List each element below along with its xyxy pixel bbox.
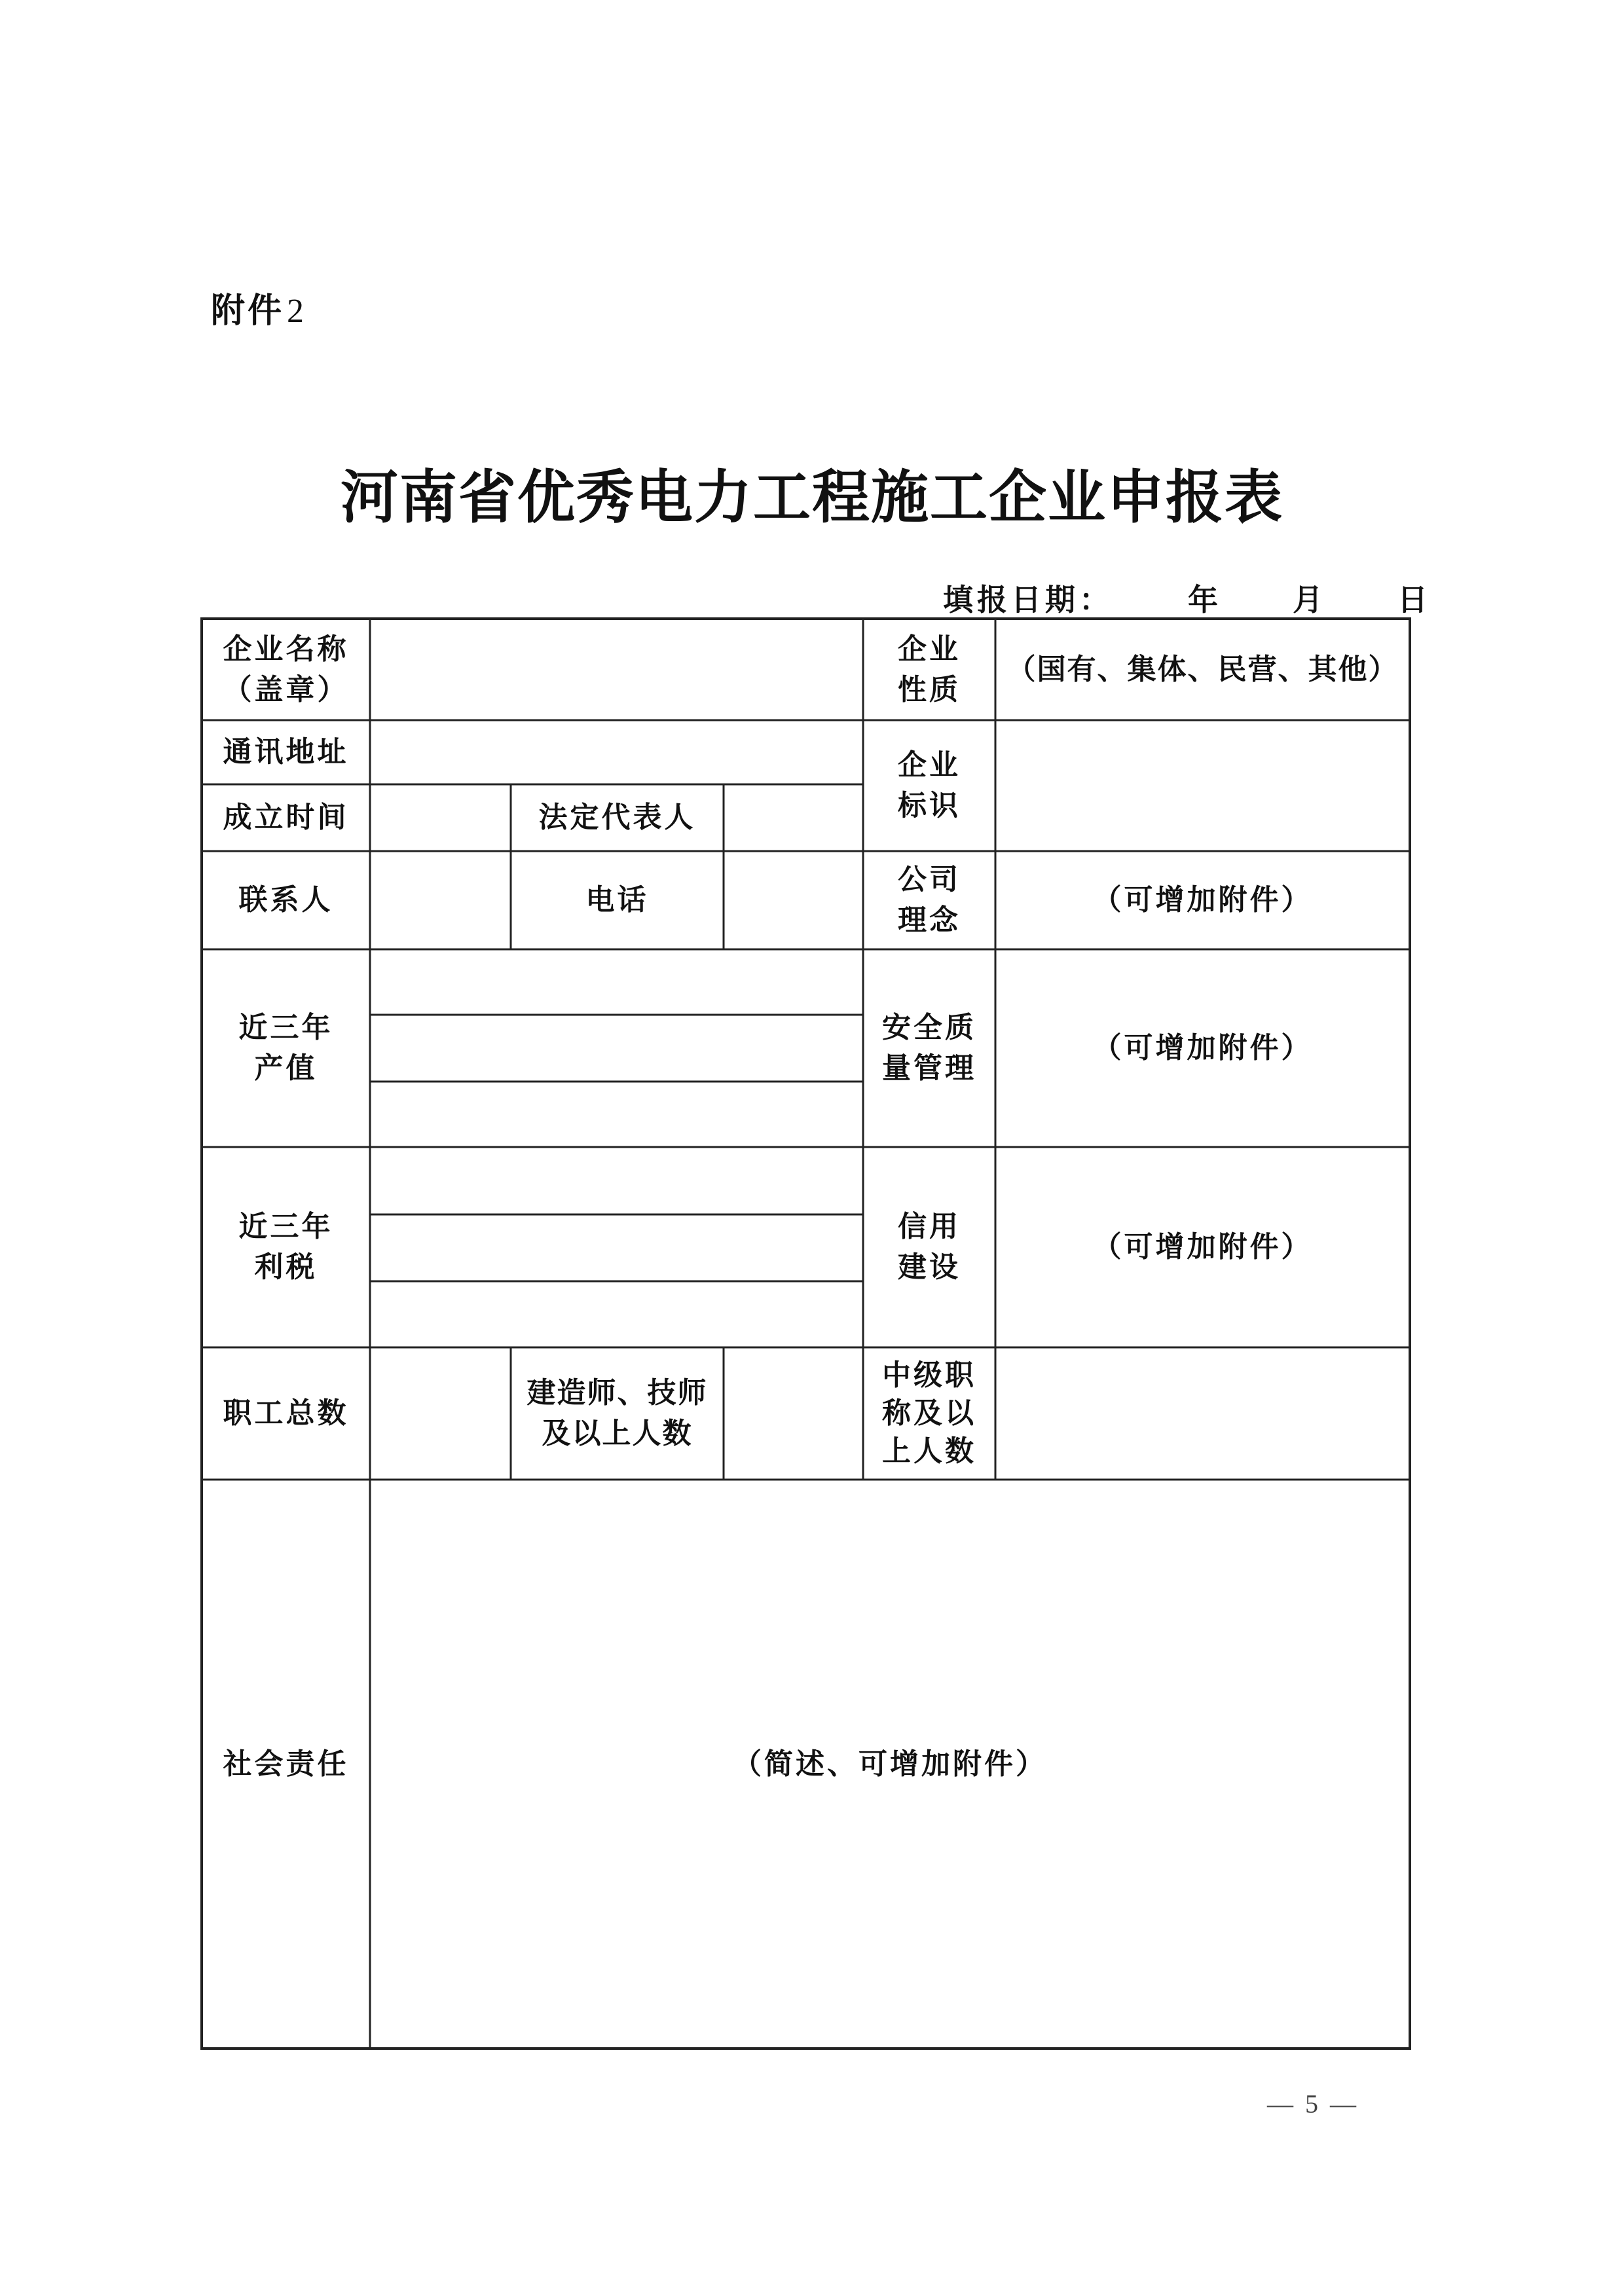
safety-quality-field[interactable]: （可增加附件） [1092,1031,1313,1065]
company-name-label: 企业名称 （盖章） [223,632,349,706]
mid-title-field[interactable] [995,1347,1410,1480]
social-resp-field[interactable]: （简述、可增加附件） [733,1747,1047,1781]
company-philosophy-label: 公司 理念 [898,863,961,937]
phone-field[interactable] [724,851,863,949]
tax-3y-label: 近三年 利税 [238,1210,333,1284]
builders-label: 建造师、技师 及以上人数 [526,1376,708,1450]
page-number: —5— [1267,2089,1368,2119]
founded-field[interactable] [370,784,511,851]
company-nature-label: 企业 性质 [898,632,961,706]
social-resp-label: 社会责任 [223,1747,349,1781]
output-year-1-field[interactable] [370,949,863,1015]
output-3y-label: 近三年 产值 [238,1011,333,1085]
company-philosophy-field[interactable]: （可增加附件） [1092,883,1313,917]
legal-rep-field[interactable] [724,784,863,851]
output-year-2-field[interactable] [370,1015,863,1082]
output-year-3-field[interactable] [370,1082,863,1147]
company-logo-label: 企业 标识 [898,748,961,822]
safety-quality-label: 安全质 量管理 [882,1011,976,1085]
credit-field[interactable]: （可增加附件） [1092,1230,1313,1264]
form-title: 河南省优秀电力工程施工企业申报表 [340,463,1283,531]
credit-label: 信用 建设 [898,1210,961,1284]
address-field[interactable] [370,720,863,784]
builders-field[interactable] [724,1347,863,1480]
legal-rep-label: 法定代表人 [538,801,696,834]
contact-field[interactable] [370,851,511,949]
phone-label: 电话 [585,883,649,917]
fill-date-day: 日 [1397,582,1432,617]
staff-total-field[interactable] [370,1347,511,1480]
company-nature-options[interactable]: （国有、集体、民营、其他） [1006,652,1399,686]
attachment-label: 附件2 [211,291,307,331]
fill-date-year: 年 [1188,582,1223,617]
tax-year-3-field[interactable] [370,1281,863,1347]
address-label: 通讯地址 [223,735,349,769]
staff-total-label: 职工总数 [223,1396,349,1430]
tax-year-2-field[interactable] [370,1214,863,1281]
company-name-field[interactable] [370,619,863,720]
founded-label: 成立时间 [223,801,349,834]
mid-title-label: 中级职 称及以 上人数 [882,1358,976,1468]
fill-date-month: 月 [1293,582,1327,617]
contact-label: 联系人 [238,883,333,917]
tax-year-1-field[interactable] [370,1147,863,1214]
company-logo-field[interactable] [995,720,1410,851]
fill-date-label: 填报日期： [943,582,1113,617]
